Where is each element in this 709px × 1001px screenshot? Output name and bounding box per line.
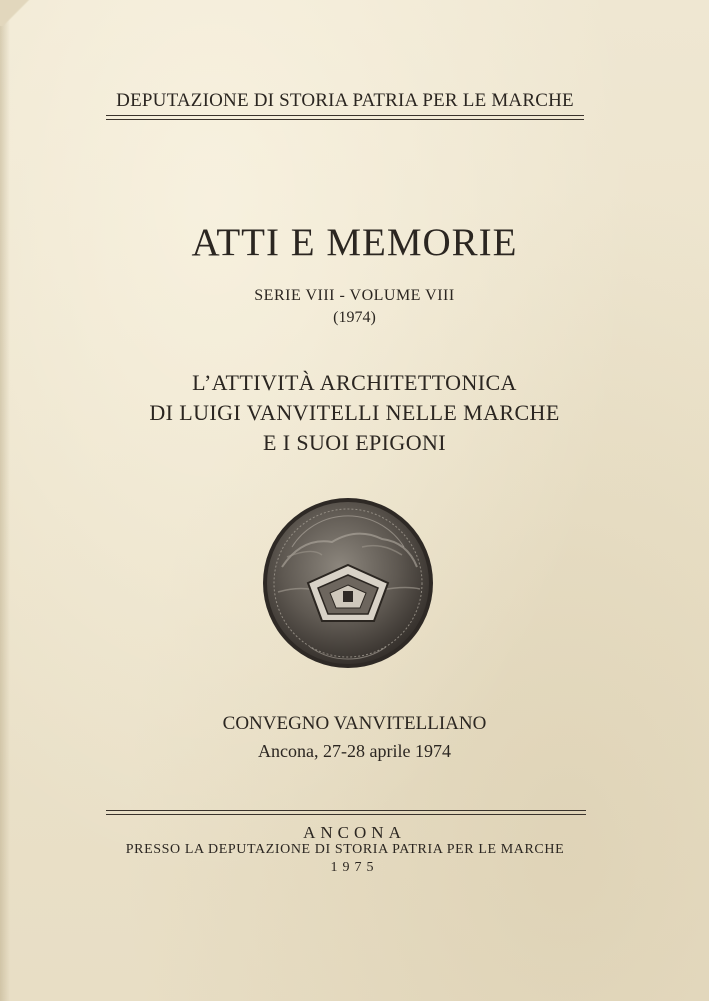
volume-year: (1974) [333, 309, 376, 326]
conference-place-date: Ancona, 27-28 aprile 1974 [258, 741, 451, 761]
imprint-rule [106, 810, 586, 815]
publisher-header: DEPUTAZIONE DI STORIA PATRIA PER LE MARCHE [116, 90, 574, 111]
medal-icon [262, 497, 434, 669]
conference-name: CONVEGNO VANVITELLIANO [222, 713, 487, 734]
header-rule [106, 115, 584, 120]
subtitle [0, 368, 709, 458]
series-volume: SERIE VIII - VOLUME VIII [254, 287, 455, 304]
main-title: ATTI E MEMORIE [191, 221, 518, 264]
subtitle-line-1: L’ATTIVITÀ ARCHITETTONICA [192, 370, 517, 395]
subtitle-line-3: E I SUOI EPIGONI [263, 430, 446, 455]
page-edge-shadow [0, 0, 10, 1001]
imprint-city: ANCONA [303, 823, 406, 842]
imprint-publisher: PRESSO LA DEPUTAZIONE DI STORIA PATRIA PER LE MARCHE [125, 842, 565, 857]
subtitle-line-2: DI LUIGI VANVITELLI NELLE MARCHE [149, 400, 560, 425]
corner-fold [0, 0, 32, 26]
imprint-year: 1975 [330, 860, 379, 875]
